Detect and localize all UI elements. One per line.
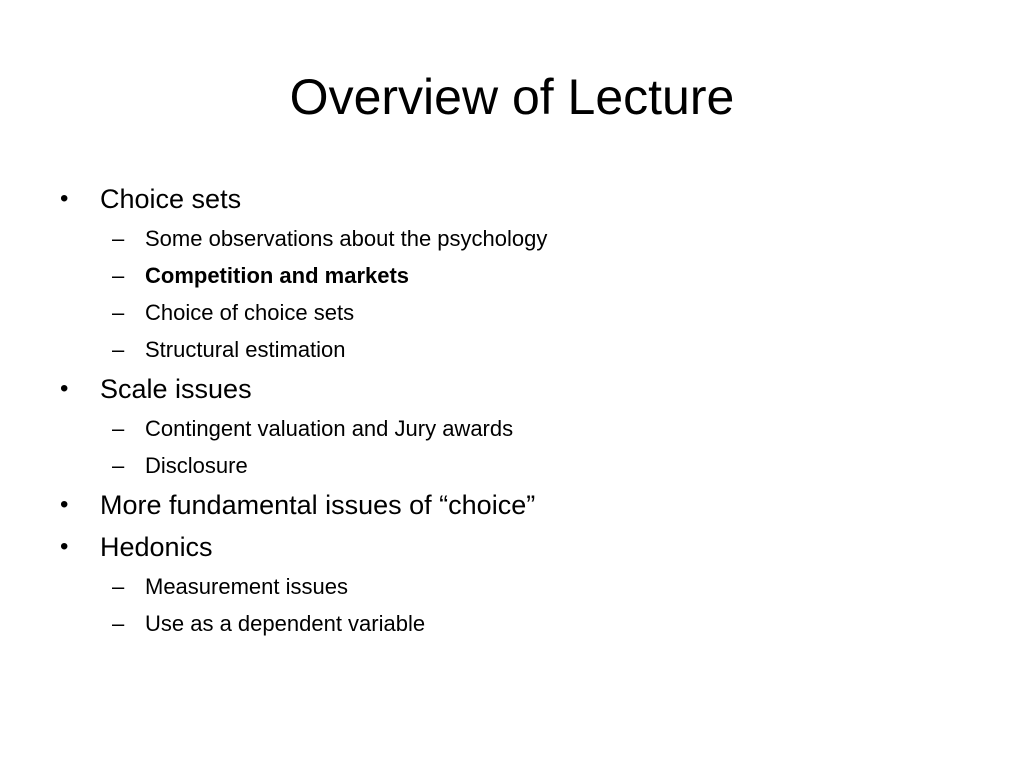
bullet-item-hedonics	[60, 526, 960, 568]
dash-icon: –	[112, 574, 125, 599]
bullet-icon: •	[60, 491, 69, 518]
sub-bullet-item	[60, 331, 960, 368]
sub-bullet-item	[60, 220, 960, 257]
bullet-text: Hedonics	[100, 532, 213, 562]
bullet-item-choice-sets	[60, 178, 960, 220]
dash-icon: –	[112, 453, 125, 478]
bullet-item-scale-issues	[60, 368, 960, 410]
sub-bullet-text: Contingent valuation and Jury awards	[145, 416, 514, 441]
sub-bullet-text: Some observations about the psychology	[145, 226, 548, 251]
dash-icon: –	[112, 300, 125, 325]
bullet-icon: •	[60, 375, 69, 402]
bullet-text: Choice sets	[100, 184, 242, 214]
sub-bullet-text-bold: Competition and markets	[145, 263, 410, 288]
sub-bullet-item	[60, 605, 960, 642]
slide-title: Overview of Lecture	[289, 69, 735, 125]
bullet-text: More fundamental issues of “choice”	[100, 490, 536, 520]
bullet-icon: •	[60, 533, 69, 560]
sub-bullet-item-highlighted	[60, 257, 960, 294]
bullet-icon: •	[60, 185, 69, 212]
bullet-item-fundamental-issues	[60, 484, 960, 526]
sub-bullet-item	[60, 410, 960, 447]
dash-icon: –	[112, 416, 125, 441]
sub-bullet-text: Use as a dependent variable	[145, 611, 426, 636]
sub-bullet-item	[60, 568, 960, 605]
sub-bullet-text: Measurement issues	[145, 574, 348, 599]
sub-bullet-text: Structural estimation	[145, 337, 346, 362]
sub-bullet-item	[60, 447, 960, 484]
sub-bullet-text: Choice of choice sets	[145, 300, 355, 325]
dash-icon: –	[112, 263, 125, 288]
dash-icon: –	[112, 611, 125, 636]
sub-bullet-item	[60, 294, 960, 331]
dash-icon: –	[112, 337, 125, 362]
sub-bullet-text: Disclosure	[145, 453, 248, 478]
bullet-list	[60, 178, 960, 642]
dash-icon: –	[112, 226, 125, 251]
bullet-text: Scale issues	[100, 374, 252, 404]
